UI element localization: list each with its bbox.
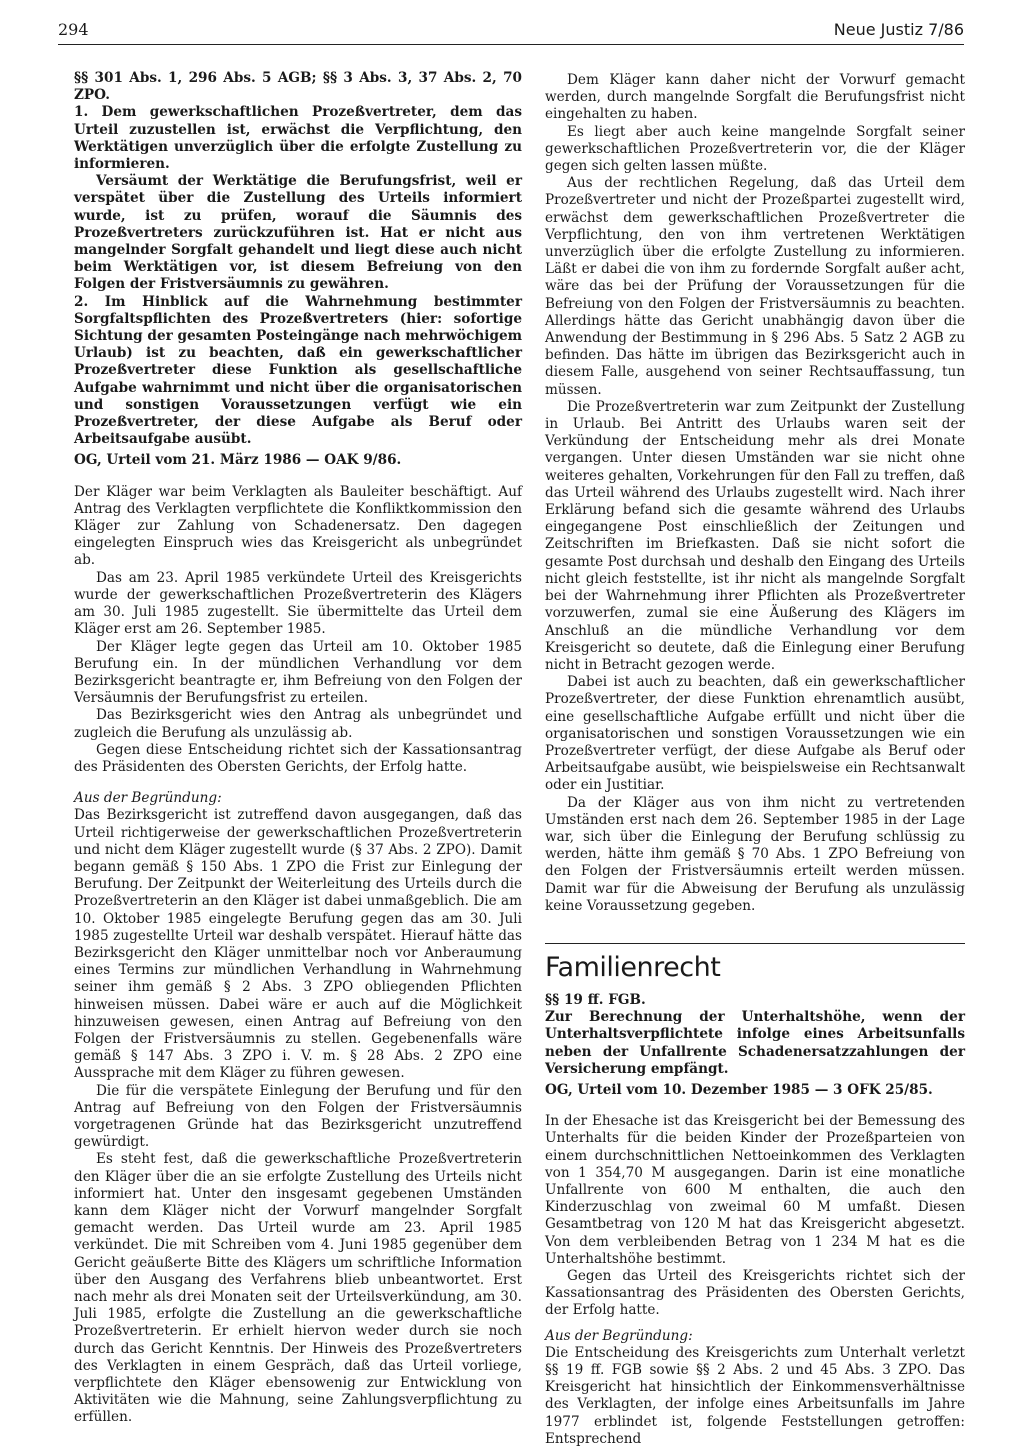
paragraph: Dabei ist auch zu beachten, daß ein gewerkschaftlicher Prozeßvertreter, der diese Funktion ehrenamtlich ausübt, eine gesellschaftliche Aufgabe erfüllt und nicht über die organisatorischen und sonstigen Voraussetzungen wie ein Prozeßvertreter verfügt, der diese Aufgabe als Beruf oder Arbeitsaufgabe ausübt, wie beispielsweise ein Rechtsanwalt oder ein Justitiar. xyxy=(545,674,965,794)
headnote-1: 1. Dem gewerkschaftlichen Prozeßvertreter, dem das Urteil zuzustellen ist, erwächst die Verpflichtung, den Werktätigen unverzüglich über die erfolgte Zustellung zu informieren. xyxy=(74,104,522,173)
paragraph: Da der Kläger aus von ihm nicht zu vertretenden Umständen erst nach dem 26. September 1985 in der Lage war, sich über die Einlegung der Berufung schlüssig zu werden, hätte ihm gemäß § 70 Abs. 1 ZPO Befreiung von den Folgen der Fristversäumnis erteilt werden müssen. Damit war für die Abweisung der Berufung als unzulässig keine Voraussetzung gegeben. xyxy=(545,794,965,914)
paragraph: Die Entscheidung des Kreisgerichts zum Unterhalt verletzt §§ 19 ff. FGB sowie §§ 2 Abs. 2 und 45 Abs. 3 ZPO. Das Kreisgericht hat hinsichtlich der Einkommensverhältnisse des Verklagten, der infolge eines Arbeitsunfalls im Jahre 1977 erblindet ist, folgende Feststellungen getroffen: Entsprechend xyxy=(545,1344,965,1447)
ruling-reference: OG, Urteil vom 21. März 1986 — OAK 9/86. xyxy=(74,452,402,469)
page-header xyxy=(58,18,964,45)
paragraph: Aus der rechtlichen Regelung, daß das Urteil dem Prozeßvertreter und nicht der Prozeßpartei zugestellt wird, erwächst dem gewerkschaftlichen Prozeßvertreter die Verpflichtung, den von ihm vertretenen Werktätigen unverzüglich über die erfolgte Zustellung zu informieren. Läßt er dabei die von ihm zu fordernde Sorgfalt außer acht, wäre das bei der Prüfung der Voraussetzungen für die Befreiung von den Folgen der Fristversäumnis zu beachten. Allerdings hätte das Gericht unabhängig davon über die Anwendung der Bestimmung in § 296 Abs. 5 Satz 2 AGB zu befinden. Das hätte im übrigen das Bezirksgericht auch in diesem Falle, ausgehend von seiner Rechtsauffassung, tun müssen. xyxy=(545,175,965,398)
paragraph: Gegen das Urteil des Kreisgerichts richtet sich der Kassationsantrag des Präsidenten des Obersten Gerichts, der Erfolg hatte. xyxy=(545,1268,965,1319)
paragraph: Das Bezirksgericht ist zutreffend davon ausgegangen, daß das Urteil richtigerweise der gewerkschaftlichen Prozeßvertreterin und nicht dem Kläger zugestellt wurde (§ 37 Abs. 2 ZPO). Damit begann gemäß § 150 Abs. 1 ZPO die Frist zur Einlegung der Berufung. Der Zeitpunkt der Weiterleitung des Urteils durch die Prozeßvertreterin an den Kläger ist dabei unmaßgeblich. Die am 10. Oktober 1985 eingelegte Berufung gegen das am 30. Juli 1985 zugestellte Urteil war deshalb verspätet. Hierauf hätte das Bezirksgericht den Kläger unmittelbar noch vor Anberaumung eines Termins zur mündlichen Verhandlung in Wahrnehmung seiner ihm gemäß § 2 Abs. 3 ZPO obliegenden Pflichten hinweisen müssen. Dabei wäre er auch auf die Möglichkeit hinzuweisen gewesen, einen Antrag auf Befreiung von den Folgen der Fristversäumnis zu stellen. Gegebenenfalls wäre gemäß § 147 Abs. 3 ZPO i. V. m. § 28 Abs. 2 ZPO eine Aussprache mit dem Kläger zu führen gewesen. xyxy=(74,807,522,1082)
paragraph: Der Kläger legte gegen das Urteil am 10. Oktober 1985 Berufung ein. In der mündlichen Verhandlung vor dem Bezirksgericht beantragte er, ihm Befreiung von den Folgen der Versäumnis der Berufungsfrist zu erteilen. xyxy=(74,638,522,707)
reasons-heading: Aus der Begründung: xyxy=(545,1327,693,1344)
headnote-1b: Versäumt der Werktätige die Berufungsfrist, weil er verspätet über die Zustellung des Urteils informiert wurde, ist zu prüfen, worauf die Säumnis des Prozeßvertreters zurückzuführen ist. Hat er nicht aus mangelnder Sorgfalt gehandelt und liegt diese auch nicht beim Werktätigen vor, ist diesem Befreiung von den Folgen der Fristversäumnis zu gewähren. xyxy=(74,173,522,293)
paragraph: Gegen diese Entscheidung richtet sich der Kassationsantrag des Präsidenten des Obersten Gerichts, der Erfolg hatte. xyxy=(74,741,522,775)
paragraph: In der Ehesache ist das Kreisgericht bei der Bemessung des Unterhalts für die beiden Kinder der Prozeßparteien von einem durchschnittlichen Nettoeinkommen des Verklagten von 1 354,70 M ausgegangen. Darin ist eine monatliche Unfallrente von 600 M enthalten, die auch den Kinderzuschlag von zweimal 60 M umfaßt. Diesen Gesamtbetrag von 120 M hat das Kreisgericht abgesetzt. Von dem verbleibenden Betrag von 1 234 M hat es die Unterhaltshöhe bestimmt. xyxy=(545,1113,965,1267)
paragraph: Der Kläger war beim Verklagten als Bauleiter beschäftigt. Auf Antrag des Verklagten verpflichtete die Konfliktkommission den Kläger zur Zahlung von Schadenersatz. Den dagegen eingelegten Einspruch wies das Kreisgericht als unbegründet ab. xyxy=(74,483,522,569)
paragraph: Das am 23. April 1985 verkündete Urteil des Kreisgerichts wurde der gewerkschaftlichen Prozeßvertreterin des Klägers am 30. Juli 1985 zugestellt. Sie übermittelte das Urteil dem Kläger erst am 26. September 1985. xyxy=(74,569,522,638)
paragraph: Das Bezirksgericht wies den Antrag als unbegründet und zugleich die Berufung als unzulässig ab. xyxy=(74,707,522,741)
headnote: Zur Berechnung der Unterhaltshöhe, wenn der Unterhaltsverpflichtete infolge eines Arbeitsunfalls neben der Unfallrente Schadenersatzzahlungen der Versicherung empfängt. xyxy=(545,1009,965,1077)
paragraph: Es liegt aber auch keine mangelnde Sorgfalt seiner gewerkschaftlichen Prozeßvertreterin vor, die der Kläger gegen sich gelten lassen müßte. xyxy=(545,123,965,175)
headnote-2: 2. Im Hinblick auf die Wahrnehmung bestimmter Sorgfaltspflichten des Prozeßvertreters (hier: sofortige Sichtung der gesamten Posteingänge nach mehrwöchigem Urlaub) ist zu beachten, daß ein gewerkschaftlicher Prozeßvertreter diese Funktion als gesellschaftliche Aufgabe wahrnimmt und nicht über die organisatorischen und sonstigen Voraussetzungen verfügt wie ein Prozeßvertreter, der diese Aufgabe als Beruf oder Arbeitsaufgabe ausübt. xyxy=(74,293,522,448)
norms-heading: §§ 19 ff. FGB. xyxy=(545,991,646,1008)
paragraph: Die Prozeßvertreterin war zum Zeitpunkt der Zustellung in Urlaub. Bei Antritt des Urlaubs waren seit der Verkündung der Entscheidung mehr als drei Monate vergangen. Unter diesen Umständen war sie nicht ohne weiteres gehalten, Vorkehrungen für den Fall zu treffen, daß das Urteil während des Urlaubs zugestellt wird. Nach ihrer Erklärung befand sich die gesamte während des Urlaubs eingegangene Post einschließlich der Zeitungen und Zeitschriften im Briefkasten. Daß sie nicht sofort die gesamte Post durchsah und deshalb den Eingang des Urteils nicht gleich feststellte, ist ihr nicht als mangelnde Sorgfalt bei der Wahrnehmung ihrer Pflichten als Prozeßvertreter vorzuwerfen, zumal sie eine Äußerung des Klägers im Anschluß an die mündliche Verhandlung vor dem Kreisgericht so deutete, daß die Einlegung einer Berufung nicht in Betracht gezogen werde. xyxy=(545,398,965,673)
right-column xyxy=(545,72,965,1448)
paragraph: Dem Kläger kann daher nicht der Vorwurf gemacht werden, durch mangelnde Sorgfalt die Berufungsfrist nicht eingehalten zu haben. xyxy=(545,72,965,123)
paragraph: Die für die verspätete Einlegung der Berufung und für den Antrag auf Befreiung von den Folgen der Fristversäumnis vorgetragenen Gründe hat das Bezirksgericht unzutreffend gewürdigt. xyxy=(74,1082,522,1151)
paragraph: Es steht fest, daß die gewerkschaftliche Prozeßvertreterin den Kläger über die an sie erfolgte Zustellung des Urteils nicht informiert hat. Unter den insgesamt gegebenen Umständen kann dem Kläger nicht der Vorwurf mangelnder Sorgfalt gemacht werden. Das Urteil wurde am 23. April 1985 verkündet. Die mit Schreiben vom 4. Juni 1985 gegenüber dem Gericht geäußerte Bitte des Klägers um schriftliche Information über den Ausgang des Verfahrens blieb unbeantwortet. Erst nach mehr als drei Monaten seit der Urteilsverkündung, am 30. Juli 1985, erfolgte die Zustellung an die gewerkschaftliche Prozeßvertreterin. Er erhielt hiervon weder durch sie noch durch das Gericht Kenntnis. Der Hinweis des Prozeßvertreters des Verklagten in einem Gespräch, daß das Urteil vorliege, verpflichtete den Kläger ebensowenig zur Entwicklung von Aktivitäten wie die Mahnung, seine Zahlungsverpflichtung zu erfüllen. xyxy=(74,1151,522,1426)
page-number: 294 xyxy=(58,20,89,39)
reasons-heading: Aus der Begründung: xyxy=(74,790,222,807)
section-heading: Familienrecht xyxy=(545,943,965,984)
norms-heading: §§ 301 Abs. 1, 296 Abs. 5 AGB; §§ 3 Abs. 3, 37 Abs. 2, 70 ZPO. xyxy=(74,70,522,104)
ruling-reference: OG, Urteil vom 10. Dezember 1985 — 3 OFK 25/85. xyxy=(545,1081,933,1098)
journal-title: Neue Justiz 7/86 xyxy=(833,20,964,39)
left-column xyxy=(74,70,522,1427)
